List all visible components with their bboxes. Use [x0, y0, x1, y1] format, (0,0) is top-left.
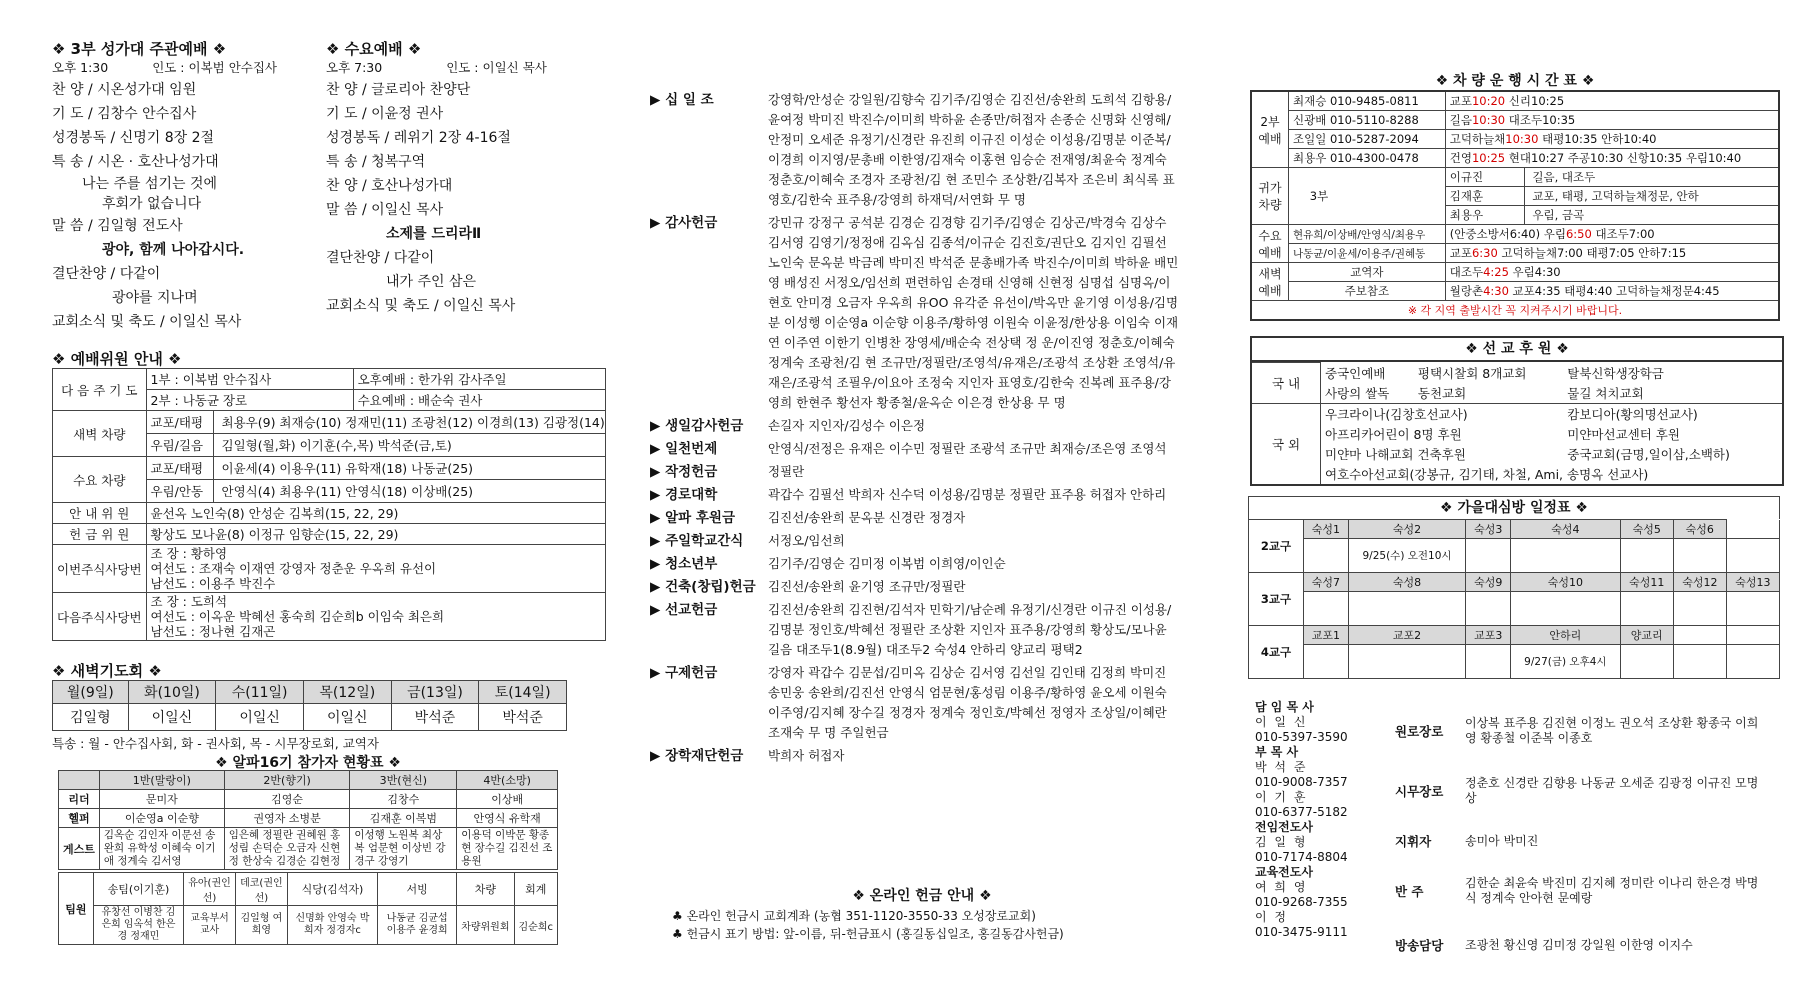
offering-names: 김진선/송완희 김진현/김석자 민학기/남순례 유정기/신경란 이규진 이성용/김명분 정인호/박혜선 정필란 조상환 지인자 표주용/강영희 황상도/모나윤 길음 대조두1(8.9월) 대조두2 숙성4 안하리 양교리 평택2: [768, 602, 1172, 657]
staff-role-label: 지휘자: [1395, 834, 1432, 849]
sunday3-leader: 인도 : 이복범 안수집사: [152, 60, 277, 75]
mission-item: 중국교회(금명,일이삼,소백하): [1567, 446, 1730, 462]
offering-row: [650, 439, 1180, 459]
offering-row: [650, 531, 1180, 551]
offering-label: ▶ 감사헌금: [650, 215, 718, 231]
visit-head: 숙성7: [1304, 573, 1349, 592]
dawn-route-a: 대조두: [1449, 265, 1484, 279]
mission-intl-label: 국 외: [1252, 403, 1321, 484]
vehicle-driver: 조일일 010-5287-2094: [1289, 130, 1446, 149]
route-stop: 신리10:25: [1505, 94, 1565, 108]
offering-row: [650, 90, 1180, 210]
wed-route-b: 고덕하늘채7:00 태평7:05 안하7:15: [1497, 246, 1687, 260]
alpha-head: 2반(향기): [224, 771, 350, 790]
online-title: ❖ 온라인 헌금 안내 ❖: [852, 888, 992, 904]
home-driver: 김재훈: [1446, 187, 1525, 205]
alpha-team-table: [58, 872, 558, 945]
preacher-cell: 박석준: [479, 704, 567, 731]
wed-car-route: 교포/태평: [147, 457, 214, 479]
committee-section: [52, 348, 605, 641]
online-offering-section: [672, 885, 1172, 943]
visit-head: 숙성10: [1511, 573, 1621, 592]
offering-names: 곽갑수 김필선 박희자 신수덕 이성용/김명분 정필란 표주용 허접자 안하리: [768, 487, 1167, 502]
alpha-team-label: 팀원: [59, 873, 94, 945]
vehicle-home-label: 귀가 차량: [1251, 168, 1289, 225]
meal-line: 남선도 : 이용주 박진수: [150, 576, 276, 591]
offering-row: [650, 462, 1180, 482]
dawn-route-b: 우림4:30: [1508, 265, 1561, 279]
staff-entry: [1255, 790, 1385, 820]
offering-row: [650, 213, 1180, 413]
visit-head: 숙성3: [1466, 520, 1511, 539]
wed-drivers: 나동균/이윤세/이용주/권혜동: [1289, 244, 1446, 263]
staff-name: 이 정: [1255, 910, 1288, 924]
alpha-head: 3반(현신): [350, 771, 457, 790]
mission-item: 사랑의 쌀독: [1321, 383, 1414, 404]
alpha-team-members: 교육부서 교사: [184, 906, 236, 945]
preacher-cell: 이일신: [128, 704, 216, 731]
visit-schedule: 9/25(수) 오전10시: [1348, 539, 1466, 573]
staff-name: 이 기 훈: [1255, 790, 1308, 804]
preacher-cell: 이일신: [216, 704, 304, 731]
offering-names: 김진선/송완희 문옥분 신경란 정경자: [768, 510, 966, 525]
committee-title: ❖ 예배위원 안내 ❖: [52, 350, 182, 368]
staff-role-label: 원로장로: [1395, 724, 1444, 739]
offering-names: 김진선/송완희 윤기영 조규만/정필란: [768, 579, 966, 594]
offering-row: [650, 485, 1180, 505]
home-driver: 최용우: [1446, 206, 1525, 224]
next-1: 1부 : 이복범 안수집사: [146, 369, 353, 390]
offering-names: 강영자 곽갑수 김문섭/김미옥 김상순 김서영 김선일 김인태 김정희 박미진 송민웅 송완희/김진선 안영식 엄문현/홍성림 이용주/황하영 윤오세 이원숙 이주영/김지혜 장수길 정경자 정계숙 정인호/박혜선 정영자 조상일/이혜란 조재숙 무 명 주일헌금: [768, 665, 1167, 740]
offering-committee-value: 황상도 모나윤(8) 이정규 임향순(15, 22, 29): [146, 524, 605, 545]
route-stop: 건영: [1449, 151, 1472, 165]
alpha-team-members: 유창선 이병찬 김은희 임옥석 한은경 정재민: [93, 906, 183, 945]
mission-item: 여호수아선교회(강봉규, 김기태, 차철, Ami, 송명옥 선교사): [1325, 466, 1649, 482]
staff-role-row: [1395, 920, 1785, 970]
preacher-cell: 김일형: [53, 704, 129, 731]
day-cell: 목(12일): [303, 681, 391, 704]
vehicle-driver: 최용우 010-4300-0478: [1289, 149, 1446, 168]
sunday3-row: 특 송 / 시온 · 호산나성가대: [52, 154, 219, 170]
visit-head: 숙성5: [1620, 520, 1673, 539]
alpha-table: [58, 770, 558, 870]
vehicle-table: [1250, 90, 1780, 321]
wednesday-row: 말 씀 / 이일신 목사: [326, 202, 444, 218]
staff-name: 김 일 형: [1255, 835, 1308, 849]
offering-label: ▶ 선교헌금: [650, 602, 718, 618]
staff-title: 교육전도사: [1255, 865, 1313, 879]
district-label: 4교구: [1249, 626, 1304, 679]
vehicle-2nd-label: 2부 예배: [1251, 91, 1289, 168]
visit-schedule: 9/27(금) 오후4시: [1511, 645, 1621, 679]
visit-head: 숙성13: [1726, 573, 1779, 592]
route-stop: 고덕하늘채: [1449, 132, 1506, 146]
vehicle-driver: 신광배 010-5110-8288: [1289, 111, 1446, 130]
alpha-guests: 이성행 노원복 최상복 엄문현 이상빈 강경구 강영기: [350, 828, 457, 870]
wednesday-section: [326, 38, 566, 318]
offering-names: 김기주/김영순 김미정 이복범 이희영/이인순: [768, 556, 1006, 571]
alpha-helper: 권영자 소병분: [224, 809, 350, 828]
offering-names: 손길자 지인자/김성수 이은정: [768, 418, 926, 433]
alpha-team-head: 회계: [514, 873, 557, 906]
preacher-cell: 박석준: [391, 704, 479, 731]
visit-head: 교포2: [1348, 626, 1466, 645]
wednesday-title: ❖ 수요예배 ❖: [326, 40, 422, 58]
offering-row: [650, 577, 1180, 597]
alpha-head: 1반(말랑이): [99, 771, 224, 790]
offering-names: 박희자 허접자: [768, 748, 845, 763]
mission-item: 아프리카어린이 8명 후원: [1325, 426, 1462, 442]
visit-head: 숙성1: [1304, 520, 1349, 539]
dawn-car-drivers: 최용우(9) 최재승(10) 정재민(11) 조광천(12) 이경희(13) 김광정(14): [221, 415, 605, 430]
visit-section: [1248, 496, 1780, 679]
staff-role-names: 정춘호 신경란 김향용 나동균 오세준 김광정 이규진 모명상: [1465, 776, 1759, 805]
sunday3-row: 기 도 / 김창수 안수집사: [52, 106, 197, 122]
offering-label: ▶ 구제헌금: [650, 665, 718, 681]
sunday3-row: 결단찬양 / 다같이: [52, 266, 161, 282]
visit-head: 숙성2: [1348, 520, 1466, 539]
wed-car-drivers: 안영식(4) 최용우(11) 안영식(18) 이상배(25): [221, 484, 474, 499]
online-method: ♣ 헌금시 표기 방법: 앞-이름, 뒤-헌금표시 (홍길동십일조, 홍길동감사헌금): [672, 927, 1064, 941]
vehicle-route: [1445, 149, 1779, 168]
offering-names: 강민규 강정구 공석분 김경순 김경향 김기주/김영순 김상곤/박경숙 김상수 김서영 김영기/정정애 김옥심 김종석/이규순 김진호/권단오 김지인 김필선 노인숙 문옥분 박금례 박미진 박석준 문총배가족 박진수/이미희 박하윤 배민영 배성진 서정오/임선희 편련하임 손경태 신영해 신현정 심명섭 심명옥/이현호 안미경 오금자 우옥희 유OO 유각준 유선이/박옥만 윤기영 이성용/김명분 이성행 이순영a 이순향 이용주/황하영 이원숙 이윤정/한상용 이임숙 이재연 이주연 이한기 인병찬 장영세/배순숙 전상택 정 운/이진영 정춘호/이혜숙 정계숙 조광천/김 현 조규만/정필란/조영석/유재은/조광석 조상환 조영석/유재은/조광석 조필우/이요아 조정숙 지인자 표영호/김한숙 진복례 표주용/강영희 한현주 황선자 황종철/윤옥순 이은경 한상용 무 명: [768, 215, 1179, 410]
staff-entry: [1255, 745, 1385, 790]
wednesday-row: 내가 주인 삼은: [386, 274, 477, 290]
mission-item: 물길 쳐치교회: [1563, 383, 1782, 404]
vehicle-wed-label: 수요 예배: [1251, 225, 1289, 263]
departure-time: 10:20: [1471, 94, 1506, 108]
alpha-helper-label: 헬퍼: [59, 809, 100, 828]
departure-time: 10:25: [1471, 151, 1506, 165]
meal-line: 남선도 : 정나현 김재곤: [150, 624, 276, 639]
sunday3-row: 말 씀 / 김일형 전도사: [52, 218, 183, 234]
staff-phone: 010-9008-7357: [1255, 775, 1348, 789]
alpha-section: [58, 752, 558, 945]
guide-value: 윤선옥 노인숙(8) 안성순 김복희(15, 22, 29): [146, 503, 605, 524]
wednesday-row: 특 송 / 청복구역: [326, 154, 426, 170]
vehicle-title: ❖ 차 량 운 행 시 간 표 ❖: [1435, 73, 1595, 89]
route-stop: 길음: [1449, 113, 1472, 127]
alpha-team-members: 차량위원회: [457, 906, 514, 945]
staff-name: 박 석 준: [1255, 760, 1308, 774]
committee-table: [52, 368, 606, 641]
staff-title: 부 목 사: [1255, 745, 1299, 759]
day-cell: 화(10일): [128, 681, 216, 704]
offering-names: 서정오/임선희: [768, 533, 845, 548]
wed-route-a: 교포: [1449, 246, 1472, 260]
home-route: 교포, 태평, 고덕하늘채정문, 안하: [1532, 189, 1699, 203]
alpha-title: ❖ 알파16기 참가자 현황표 ❖: [215, 755, 401, 771]
wednesday-time: 오후 7:30: [326, 60, 383, 75]
offering-label: ▶ 알파 후원금: [650, 510, 735, 526]
dawn-route-b: 교포4:35 태평4:40 고덕하늘채정문4:45: [1508, 284, 1720, 298]
offerings-section: [650, 90, 1180, 769]
staff-title: 담 임 목 사: [1255, 700, 1314, 714]
alpha-leader: 김창수: [350, 790, 457, 809]
mission-item: 캄보디아(황의명선교사): [1567, 406, 1698, 422]
visit-head: 안하리: [1511, 626, 1621, 645]
home-route: 길음, 대조두: [1532, 170, 1596, 184]
sunday3-section: [52, 38, 292, 334]
dawn-prayer-title: ❖ 새벽기도회 ❖: [52, 662, 162, 680]
vehicle-driver: 최재승 010-9485-0811: [1289, 91, 1446, 111]
staff-phone: 010-7174-8804: [1255, 850, 1348, 864]
preacher-cell: 이일신: [303, 704, 391, 731]
dawn-car-route: 교포/태평: [147, 411, 214, 433]
wed-car-label: 수요 차량: [53, 457, 147, 503]
wednesday-row: 성경봉독 / 레위기 2장 4-16절: [326, 130, 511, 146]
alpha-team-members: 김순희c: [514, 906, 557, 945]
guide-label: 안 내 위 원: [53, 503, 147, 524]
route-stop: 태평10:35 안하10:40: [1538, 132, 1657, 146]
staff-role-label: 시무장로: [1395, 784, 1444, 799]
district-label: 3교구: [1249, 573, 1304, 626]
meal-line: 여선도 : 조재숙 이재연 강영자 정춘운 우옥희 유선이: [150, 561, 437, 576]
visit-head: 숙성8: [1348, 573, 1466, 592]
offering-row: [650, 746, 1180, 766]
offering-row: [650, 554, 1180, 574]
staff-role-names: 김한순 최윤숙 박진미 김지혜 정미란 이나리 한은경 박명식 정계숙 안아현 문예랑: [1465, 876, 1759, 905]
alpha-team-members: 신명화 안영숙 박희자 정경자c: [287, 906, 377, 945]
alpha-team-head: 식당(김석자): [287, 873, 377, 906]
staff-role-row: [1395, 762, 1785, 820]
mission-dom-label: 국 내: [1252, 363, 1321, 404]
next-2: 2부 : 나동균 장로: [146, 390, 353, 411]
staff-phone: 010-6377-5182: [1255, 805, 1348, 819]
visit-head: 숙성6: [1673, 520, 1726, 539]
alpha-team-head: 데코(권인선): [235, 873, 287, 906]
alpha-helper: 안영식 유학재: [457, 809, 558, 828]
alpha-guest-label: 게스트: [59, 828, 100, 870]
staff-phone: 010-9268-7355: [1255, 895, 1348, 909]
vehicle-home-part: 3부: [1309, 189, 1329, 203]
offering-row: [650, 600, 1180, 660]
home-route: 우림, 금곡: [1532, 208, 1585, 222]
visit-head: 숙성12: [1673, 573, 1726, 592]
visit-table: [1248, 519, 1780, 679]
offering-committee-label: 헌 금 위 원: [53, 524, 147, 545]
wed-car-route: 우림/안동: [147, 480, 214, 502]
staff-role-names: 조광천 황신영 김미정 강일원 이한영 이지수: [1465, 937, 1693, 952]
offering-label: ▶ 생일감사헌금: [650, 418, 744, 434]
meal-line: 조 장 : 황하영: [150, 546, 228, 561]
staff-role-names: 송미아 박미진: [1465, 833, 1539, 848]
wednesday-row: 결단찬양 / 다같이: [326, 250, 435, 266]
dawn-time: 4:25: [1483, 265, 1509, 279]
staff-entry: [1255, 910, 1385, 940]
staff-name: 여 희 영: [1255, 880, 1308, 894]
offering-names: 안영식/전정은 유재은 이수민 정필란 조광석 조규만 최재승/조은영 조영석: [768, 441, 1167, 456]
next-week-label: 다 음 주 기 도: [53, 369, 147, 411]
visit-title: ❖ 가을대심방 일정표 ❖: [1248, 496, 1780, 519]
mission-item: 우크라이나(김창호선교사): [1325, 406, 1468, 422]
sunday3-row: 나는 주를 섬기는 것에: [82, 176, 218, 192]
dawn-prayer-table: [52, 680, 567, 731]
next-4: 수요예배 : 배순숙 권사: [353, 390, 605, 411]
staff-entry: [1255, 865, 1385, 910]
day-cell: 토(14일): [479, 681, 567, 704]
offering-label: ▶ 경로대학: [650, 487, 718, 503]
sunday3-row: 성경봉독 / 신명기 8장 2절: [52, 130, 215, 146]
wednesday-leader: 인도 : 이일신 목사: [446, 60, 547, 75]
alpha-helper: 이순영a 이순향: [99, 809, 224, 828]
meal-line: 조 장 : 도희석: [150, 594, 228, 609]
alpha-leader-label: 리더: [59, 790, 100, 809]
route-stop: 현대10:27 주공10:30 신항10:35 우림10:40: [1505, 151, 1742, 165]
sunday3-row: 광야를 지나며: [112, 290, 198, 306]
staff-role-row: [1395, 820, 1785, 862]
route-stop: 대조두10:35: [1505, 113, 1576, 127]
offering-label: ▶ 작정헌금: [650, 464, 718, 480]
offering-row: [650, 663, 1180, 743]
dawn-car-label: 새벽 차량: [53, 411, 147, 457]
sunday3-time: 오후 1:30: [52, 60, 109, 75]
offering-label: ▶ 주일학교간식: [650, 533, 744, 549]
vehicle-note: ※ 각 지역 출발시간 꼭 지켜주시기 바랍니다.: [1251, 301, 1779, 321]
wednesday-sermon-title: 소제를 드리라Ⅱ: [386, 226, 482, 242]
dawn-car-drivers: 김일형(월,화) 이기훈(수,목) 박석준(금,토): [221, 438, 452, 453]
dawn-drivers: 교역자: [1289, 263, 1446, 282]
offering-label: ▶ 장학재단헌금: [650, 748, 744, 764]
vehicle-route: [1445, 91, 1779, 111]
staff-phone: 010-5397-3590: [1255, 730, 1348, 744]
visit-head: 숙성11: [1620, 573, 1673, 592]
offering-label: ▶ 십 일 조: [650, 92, 714, 108]
mission-item: 평택시찰회 8개교회: [1417, 365, 1527, 381]
mission-title: ❖ 선 교 후 원 ❖: [1252, 338, 1782, 362]
visit-head: 숙성4: [1511, 520, 1621, 539]
staff-entry: [1255, 820, 1385, 865]
offering-names: 강영학/안성순 강일원/김향숙 김기주/김영순 김진선/송완희 도희석 김항용/윤여정 박미진 박진수/이미희 박하윤 손종만/허접자 손종순 신명화 신영해/안정미 오세준 유정기/신경란 유진희 이규진 이성순 이성용/김명분 이준복/이경희 이지영/문총배 이한영/김재숙 이홍현 임승순 전재영/최윤숙 정계숙 정춘호/이혜숙 조경자 조광천/김 현 조민수 조상환/김복자 조은비 최식록 표영호/김한숙 표주용/강영희 하재덕/서연화 무 명: [768, 92, 1175, 207]
staff-name: 이 일 신: [1255, 715, 1308, 729]
offering-label: ▶ 청소년부: [650, 556, 718, 572]
online-account: ♣ 온라인 헌금시 교회계좌 (농협 351-1120-3550-33 오성장로교회): [672, 909, 1036, 923]
alpha-team-members: 나동균 김균섭 이용주 윤경희: [378, 906, 457, 945]
mission-section: [1250, 336, 1784, 486]
next-3: 오후예배 : 한가위 감사주일: [353, 369, 605, 390]
next-meal-label: 다음주식사당번: [53, 593, 147, 641]
alpha-team-head: 서빙: [378, 873, 457, 906]
wed-drivers: 현유희/이상배/안영식/최용우: [1289, 225, 1446, 244]
staff-role-names: 이상복 표주용 김진현 이정노 권오석 조상환 황종국 이희영 황종철 이준복 이종호: [1465, 716, 1759, 745]
home-driver: 이규진: [1446, 168, 1525, 186]
dawn-time: 4:30: [1483, 284, 1509, 298]
wed-route-b: 대조두7:00: [1591, 227, 1655, 241]
day-cell: 수(11일): [216, 681, 304, 704]
mission-table: [1252, 362, 1782, 484]
dawn-prayer-note: 특송 : 월 - 안수집사회, 화 - 권사회, 목 - 시무장로회, 교역자: [52, 736, 379, 751]
vehicle-dawn-label: 새벽 예배: [1251, 263, 1289, 301]
wed-time: 6:50: [1565, 227, 1592, 241]
staff-phone: 010-3475-9111: [1255, 925, 1348, 939]
departure-time: 10:30: [1471, 113, 1506, 127]
alpha-guests: 임은혜 정필란 권혜원 홍성림 손덕순 오금자 신현정 한상숙 김경순 김현정: [224, 828, 350, 870]
departure-time: 10:30: [1505, 132, 1539, 146]
day-cell: 월(9일): [53, 681, 129, 704]
alpha-guests: 이용덕 이박문 황종현 장수길 김진선 조용원: [457, 828, 558, 870]
dawn-drivers: 주보참조: [1289, 282, 1446, 301]
wed-car-drivers: 이윤세(4) 이용우(11) 유학재(18) 나동균(25): [221, 461, 474, 476]
mission-item: 탈북신학생장학금: [1567, 365, 1664, 381]
alpha-team-head: 송팀(이기훈): [93, 873, 183, 906]
visit-head: 숙성9: [1466, 573, 1511, 592]
vehicle-route: [1445, 111, 1779, 130]
staff-role-row: [1395, 700, 1785, 762]
vehicle-section: [1250, 70, 1780, 321]
vehicle-route: [1445, 130, 1779, 149]
district-label: 2교구: [1249, 520, 1304, 573]
alpha-leader: 이상배: [457, 790, 558, 809]
wed-time: 6:30: [1471, 246, 1498, 260]
mission-item: 동천교회: [1414, 383, 1563, 404]
sunday3-row: 찬 양 / 시온성가대 임원: [52, 82, 197, 98]
route-stop: 교포: [1449, 94, 1472, 108]
alpha-head: 4반(소망): [457, 771, 558, 790]
dawn-prayer-section: [52, 660, 567, 752]
alpha-team-members: 김일형 여희영: [235, 906, 287, 945]
offering-label: ▶ 일천번제: [650, 441, 718, 457]
staff-title: 전임전도사: [1255, 820, 1313, 834]
visit-head: 교포1: [1304, 626, 1349, 645]
mission-item: 중국인예배: [1325, 365, 1386, 381]
offering-label: ▶ 건축(창립)헌금: [650, 579, 756, 595]
wednesday-row: 찬 양 / 글로리아 찬양단: [326, 82, 471, 98]
wednesday-row: 찬 양 / 호산나성가대: [326, 178, 453, 194]
offering-row: [650, 508, 1180, 528]
alpha-team-head: 유아(권인선): [184, 873, 236, 906]
visit-head: 교포3: [1466, 626, 1511, 645]
offering-row: [650, 416, 1180, 436]
alpha-team-head: 차량: [457, 873, 514, 906]
sunday3-row: 교회소식 및 축도 / 이일신 목사: [52, 314, 242, 330]
sermon-title: 광야, 함께 나아갑시다.: [102, 242, 245, 258]
wed-route-a: (안중소방서6:40) 우림: [1449, 227, 1566, 241]
meal-line: 여선도 : 이옥운 박혜선 홍숙희 김순희b 이임숙 최은희: [150, 609, 445, 624]
mission-item: 미얀마 나해교회 건축후원: [1325, 446, 1466, 462]
wednesday-row: 기 도 / 이윤정 권사: [326, 106, 444, 122]
staff-role-row: [1395, 862, 1785, 920]
alpha-leader: 문미자: [99, 790, 224, 809]
staff-entry: [1255, 700, 1385, 745]
sunday3-row: 후회가 없습니다: [102, 196, 202, 212]
visit-head: 양교리: [1620, 626, 1673, 645]
alpha-helper: 김재훈 이복범: [350, 809, 457, 828]
wednesday-row: 교회소식 및 축도 / 이일신 목사: [326, 298, 516, 314]
staff-role-label: 방송담당: [1395, 938, 1444, 953]
dawn-car-route: 우림/길음: [147, 434, 214, 456]
mission-item: 미얀마선교센터 후원: [1567, 426, 1680, 442]
day-cell: 금(13일): [391, 681, 479, 704]
dawn-route-a: 월랑촌: [1449, 284, 1484, 298]
alpha-leader: 김영순: [224, 790, 350, 809]
offering-names: 정필란: [768, 464, 805, 479]
alpha-guests: 김옥순 김인자 이문선 송완희 유학성 이혜숙 이기애 정계숙 김서영: [99, 828, 224, 870]
sunday3-title: ❖ 3부 성가대 주관예배 ❖: [52, 40, 227, 58]
this-meal-label: 이번주식사당번: [53, 545, 147, 593]
staff-role-label: 반 주: [1395, 884, 1424, 899]
